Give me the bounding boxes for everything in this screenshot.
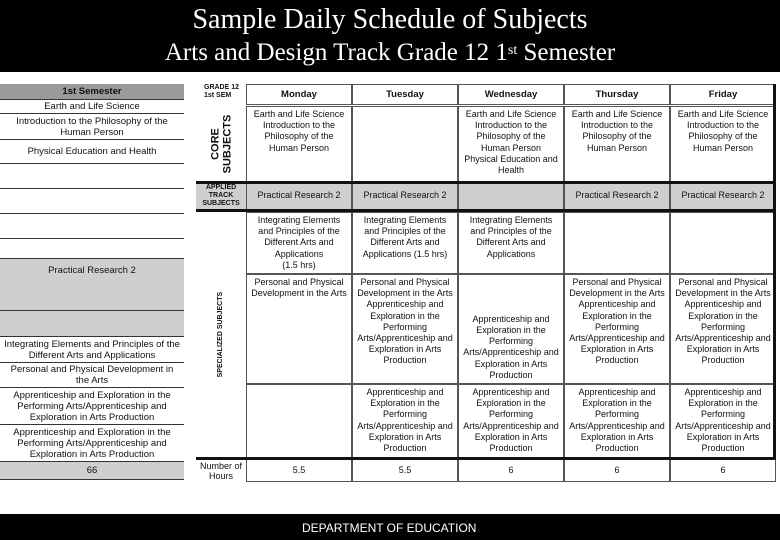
applied-monday: Practical Research 2 (246, 182, 352, 210)
spec2-tuesday: Personal and Physical Development in the Arts Apprenticeship and Exploration in the Performing Arts/Apprenticeship and Exploration in Arts Production (352, 274, 458, 384)
core-friday: Earth and Life Science Introduction to the Philosophy of the Human Person (670, 106, 776, 182)
page-subtitle: Arts and Design Track Grade 12 1st Semester (164, 39, 616, 66)
spec3-monday (246, 384, 352, 458)
semester-summary (0, 84, 186, 476)
spec3-friday: Apprenticeship and Exploration in the Performing Arts/Apprenticeship and Exploration in Arts Production (670, 384, 776, 458)
grade-label: GRADE 12 1st SEM (204, 84, 240, 99)
page-title: Sample Daily Schedule of Subjects (192, 4, 588, 35)
core-wednesday: Earth and Life Science Introduction to the Philosophy of the Human Person Physical Education and Health (458, 106, 564, 182)
hours-wednesday: 6 (458, 460, 564, 482)
core-tuesday (352, 106, 458, 182)
core-monday: Earth and Life Science Introduction to the Philosophy of the Human Person (246, 106, 352, 182)
summary-blank-2 (0, 189, 184, 214)
footer-text: DEPARTMENT OF EDUCATION (302, 521, 477, 535)
day-header-tuesday: Tuesday (352, 84, 458, 105)
day-header-monday: Monday (246, 84, 352, 105)
spec2-friday: Personal and Physical Development in the Arts Apprenticeship and Exploration in the Performing Arts/Apprenticeship and Exploration in Arts Production (670, 274, 776, 384)
summary-spec-2: Personal and Physical Development in the Arts (0, 363, 184, 388)
spec1-thursday (564, 212, 670, 274)
spec1-tuesday: Integrating Elements and Principles of the Different Arts and Applications (1.5 hrs) (352, 212, 458, 274)
weekly-schedule (196, 84, 776, 482)
hours-thursday: 6 (564, 460, 670, 482)
summary-total: 66 (0, 462, 184, 480)
summary-spec-4: Apprenticeship and Exploration in the Performing Arts/Apprenticeship and Exploration in Arts Production (0, 425, 184, 462)
spec1-monday: Integrating Elements and Principles of the Different Arts and Applications (1.5 hrs) (246, 212, 352, 274)
day-header-wednesday: Wednesday (458, 84, 564, 105)
summary-spec-1: Integrating Elements and Principles of the Different Arts and Applications (0, 337, 184, 363)
spec2-thursday: Personal and Physical Development in the Arts Apprenticeship and Exploration in the Performing Arts/Apprenticeship and Exploration in Arts Production (564, 274, 670, 384)
row-label-applied: APPLIED TRACK SUBJECTS (196, 182, 246, 210)
summary-blank-3 (0, 214, 184, 239)
row-label-core: CORE SUBJECTS (209, 114, 233, 174)
spec1-friday (670, 212, 776, 274)
spec2-monday: Personal and Physical Development in the Arts (246, 274, 352, 384)
divider-core (196, 181, 776, 184)
divider-right (773, 84, 776, 460)
applied-friday: Practical Research 2 (670, 182, 776, 210)
summary-core-1: Earth and Life Science (0, 100, 184, 114)
day-header-thursday: Thursday (564, 84, 670, 105)
row-label-hours: Number of Hours (199, 461, 243, 481)
applied-wednesday (458, 182, 564, 210)
applied-tuesday: Practical Research 2 (352, 182, 458, 210)
hours-monday: 5.5 (246, 460, 352, 482)
title-bar (0, 0, 780, 72)
applied-thursday: Practical Research 2 (564, 182, 670, 210)
divider-applied (196, 209, 776, 212)
spec2-wednesday: Apprenticeship and Exploration in the Performing Arts/Apprenticeship and Exploration in Arts Production (458, 274, 564, 384)
summary-heading: 1st Semester (0, 84, 184, 100)
hours-friday: 6 (670, 460, 776, 482)
spec3-tuesday: Apprenticeship and Exploration in the Performing Arts/Apprenticeship and Exploration in Arts Production (352, 384, 458, 458)
summary-gray-band (0, 311, 184, 337)
summary-blank-4 (0, 239, 184, 259)
summary-blank-1 (0, 164, 184, 189)
divider-specialized (196, 457, 776, 460)
spec3-thursday: Apprenticeship and Exploration in the Performing Arts/Apprenticeship and Exploration in Arts Production (564, 384, 670, 458)
row-label-specialized: SPECIALIZED SUBJECTS (217, 292, 225, 378)
summary-core-2: Introduction to the Philosophy of the Human Person (0, 114, 184, 140)
summary-spec-3: Apprenticeship and Exploration in the Performing Arts/Apprenticeship and Exploration in Arts Production (0, 388, 184, 425)
core-thursday: Earth and Life Science Introduction to the Philosophy of the Human Person (564, 106, 670, 182)
summary-applied: Practical Research 2 (0, 259, 184, 311)
spec1-wednesday: Integrating Elements and Principles of the Different Arts and Applications (458, 212, 564, 274)
spec3-wednesday: Apprenticeship and Exploration in the Performing Arts/Apprenticeship and Exploration in Arts Production (458, 384, 564, 458)
hours-tuesday: 5.5 (352, 460, 458, 482)
summary-core-3: Physical Education and Health (0, 140, 184, 164)
day-header-friday: Friday (670, 84, 776, 105)
